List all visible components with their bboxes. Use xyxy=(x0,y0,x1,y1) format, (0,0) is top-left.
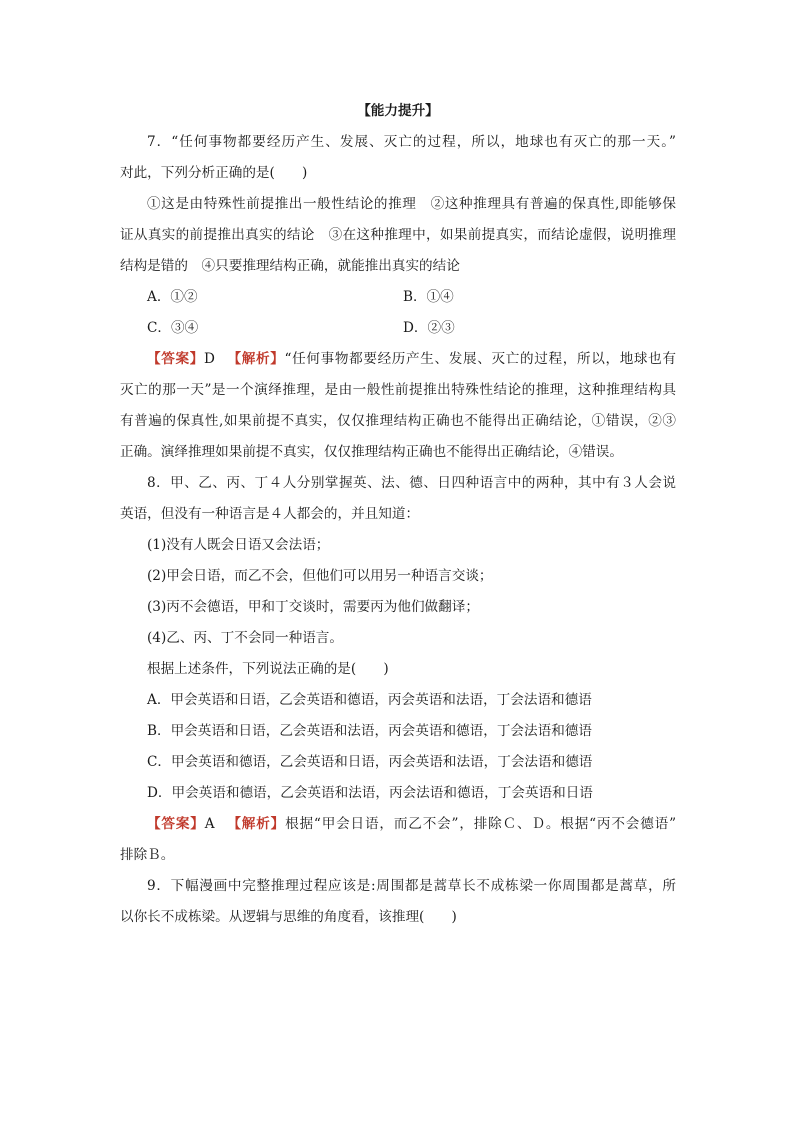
q9-stem-line: 以你长不成栋梁。从逻辑与思维的角度看，该推理( ) xyxy=(120,909,457,925)
q8-condition: (4)乙、丙、丁不会同一种语言。 xyxy=(147,630,343,646)
q7-option-b: B．①④ xyxy=(403,289,454,305)
q7-analysis-text: “任何事物都要经历产生、发展、灭亡的过程，所以，地球也有 xyxy=(284,351,677,367)
q8-stem-line: 英语，但没有一种语言是４人都会的，并且知道： xyxy=(120,506,420,522)
q7-stem-line: 7．“任何事物都要经历产生、发展、灭亡的过程，所以，地球也有灭亡的那一天。” xyxy=(147,134,676,150)
q7-answer: D xyxy=(203,351,215,367)
q7-statements-line: 证从真实的前提推出真实的结论 ③在这种推理中，如果前提真实，而结论虚假，说明推理 xyxy=(120,227,676,243)
question-9 xyxy=(120,871,676,933)
q9-stem-line: 9．下幅漫画中完整推理过程应该是:周围都是蒿草长不成栋梁一你周围都是蒿草，所 xyxy=(147,878,676,894)
q7-analysis-line: 灭亡的那一天”是一个演绎推理，是由一般性前提推出特殊性结论的推理，这种推理结构具 xyxy=(120,382,676,398)
q7-option-a: A．①② xyxy=(147,289,198,305)
q8-question: 根据上述条件，下列说法正确的是( ) xyxy=(147,661,389,677)
q8-answer-line xyxy=(120,809,676,840)
question-7 xyxy=(120,127,676,468)
q7-statements-line: 结构是错的 ④只要推理结构正确，就能推出真实的结论 xyxy=(120,258,460,274)
question-8 xyxy=(120,468,676,871)
q7-stem-line: 对此，下列分析正确的是( ) xyxy=(120,165,308,181)
q8-condition: (3)丙不会德语，甲和丁交谈时，需要丙为他们做翻译； xyxy=(147,599,479,615)
q7-answer-line xyxy=(120,344,676,375)
q7-option-c: C．③④ xyxy=(147,320,199,336)
q8-condition: (2)甲会日语，而乙不会，但他们可以用另一种语言交谈； xyxy=(147,568,493,584)
q8-option-c: C．甲会英语和德语，乙会英语和日语，丙会英语和法语，丁会法语和德语 xyxy=(147,754,593,770)
q8-option-b: B．甲会英语和日语，乙会英语和法语，丙会英语和德语，丁会法语和德语 xyxy=(147,723,592,739)
analysis-tag: 【解析】 xyxy=(226,351,285,367)
answer-tag: 【答案】 xyxy=(147,351,204,367)
q8-condition: (1)没有人既会日语又会法语； xyxy=(147,537,330,553)
document-page xyxy=(120,96,676,933)
q8-stem-line: 8．甲、乙、丙、丁４人分别掌握英、法、德、日四种语言中的两种，其中有３人会说 xyxy=(147,475,676,491)
answer-tag: 【答案】 xyxy=(147,816,205,832)
q8-analysis-text: 根据“甲会日语，而乙不会”，排除Ｃ、Ｄ。根据“丙不会德语” xyxy=(285,816,677,832)
q8-option-a: A．甲会英语和日语，乙会英语和德语，丙会英语和法语，丁会法语和德语 xyxy=(147,692,592,708)
q8-option-d: D．甲会英语和德语，乙会英语和法语，丙会法语和德语，丁会英语和日语 xyxy=(147,785,593,801)
q7-option-d: D．②③ xyxy=(403,320,455,336)
q7-statements-line: ①这是由特殊性前提推出一般性结论的推理 ②这种推理具有普遍的保真性,即能够保 xyxy=(147,196,676,212)
analysis-tag: 【解析】 xyxy=(226,816,286,832)
q7-analysis-line: 有普遍的保真性,如果前提不真实，仅仅推理结构正确也不能得出正确结论，①错误，②③ xyxy=(120,413,676,429)
q7-analysis-line: 正确。演绎推理如果前提不真实，仅仅推理结构正确也不能得出正确结论，④错误。 xyxy=(120,444,623,460)
q7-options-row xyxy=(120,313,676,344)
section-title: 【能力提升】 xyxy=(357,103,439,119)
q7-options-row xyxy=(120,282,676,313)
q8-answer: A xyxy=(204,816,215,832)
q8-analysis-line: 排除Ｂ。 xyxy=(120,847,175,863)
